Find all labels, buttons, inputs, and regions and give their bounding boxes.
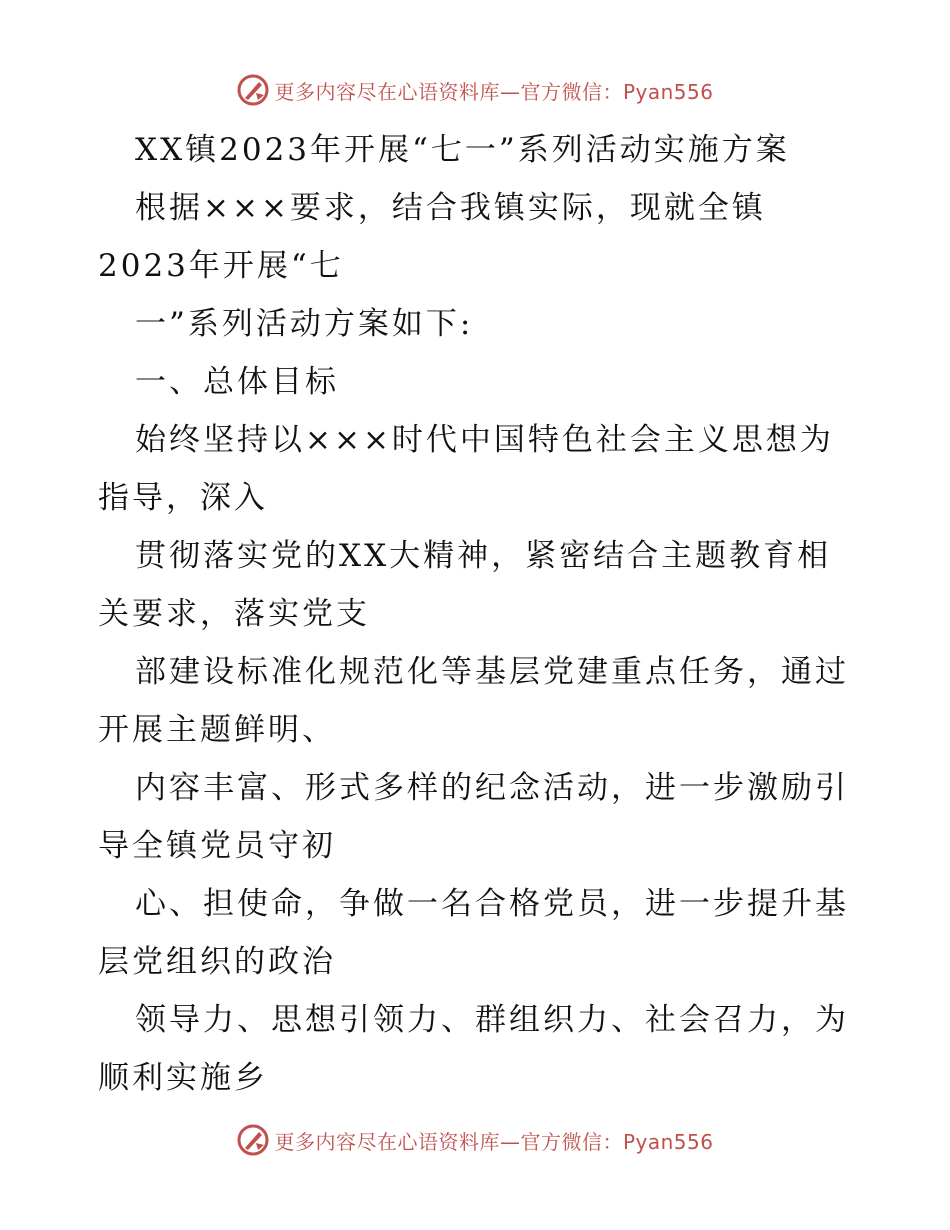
paragraph-line: 一”系列活动方案如下: xyxy=(135,306,474,342)
paragraph-line: 2023年开展“七 xyxy=(98,248,344,284)
quill-pen-logo-icon xyxy=(236,73,270,107)
paragraph-line: 内容丰富、形式多样的纪念活动，进一步激励引 xyxy=(135,770,849,806)
section-heading: 一、总体目标 xyxy=(135,364,339,400)
paragraph-line: 层党组织的政治 xyxy=(98,944,336,980)
paragraph-line: 心、担使命，争做一名合格党员，进一步提升基 xyxy=(135,886,849,922)
paragraph-line: 指导，深入 xyxy=(98,480,268,516)
paragraph-line: 顺利实施乡 xyxy=(98,1060,268,1096)
header-banner xyxy=(0,70,950,110)
paragraph-line: 领导力、思想引领力、群组织力、社会召力，为 xyxy=(135,1002,849,1038)
paragraph-line: 始终坚持以×××时代中国特色社会主义思想为 xyxy=(135,422,834,458)
paragraph-line: 部建设标准化规范化等基层党建重点任务，通过 xyxy=(135,654,849,690)
header-banner-text: 更多内容尽在心语资料库—官方微信：Pyan556 xyxy=(274,79,714,104)
paragraph-line: 贯彻落实党的XX大精神，紧密结合主题教育相 xyxy=(135,538,832,574)
footer-banner-text: 更多内容尽在心语资料库—官方微信：Pyan556 xyxy=(274,1129,714,1154)
footer-banner xyxy=(0,1120,950,1160)
paragraph-line: 关要求，落实党支 xyxy=(98,596,370,632)
paragraph-line: 开展主题鲜明、 xyxy=(98,712,336,748)
paragraph-line: 导全镇党员守初 xyxy=(98,828,336,864)
paragraph-line: 根据×××要求，结合我镇实际，现就全镇 xyxy=(135,190,766,226)
quill-pen-logo-icon xyxy=(236,1123,270,1157)
document-title: XX镇2023年开展“七一”系列活动实施方案 xyxy=(135,132,790,168)
